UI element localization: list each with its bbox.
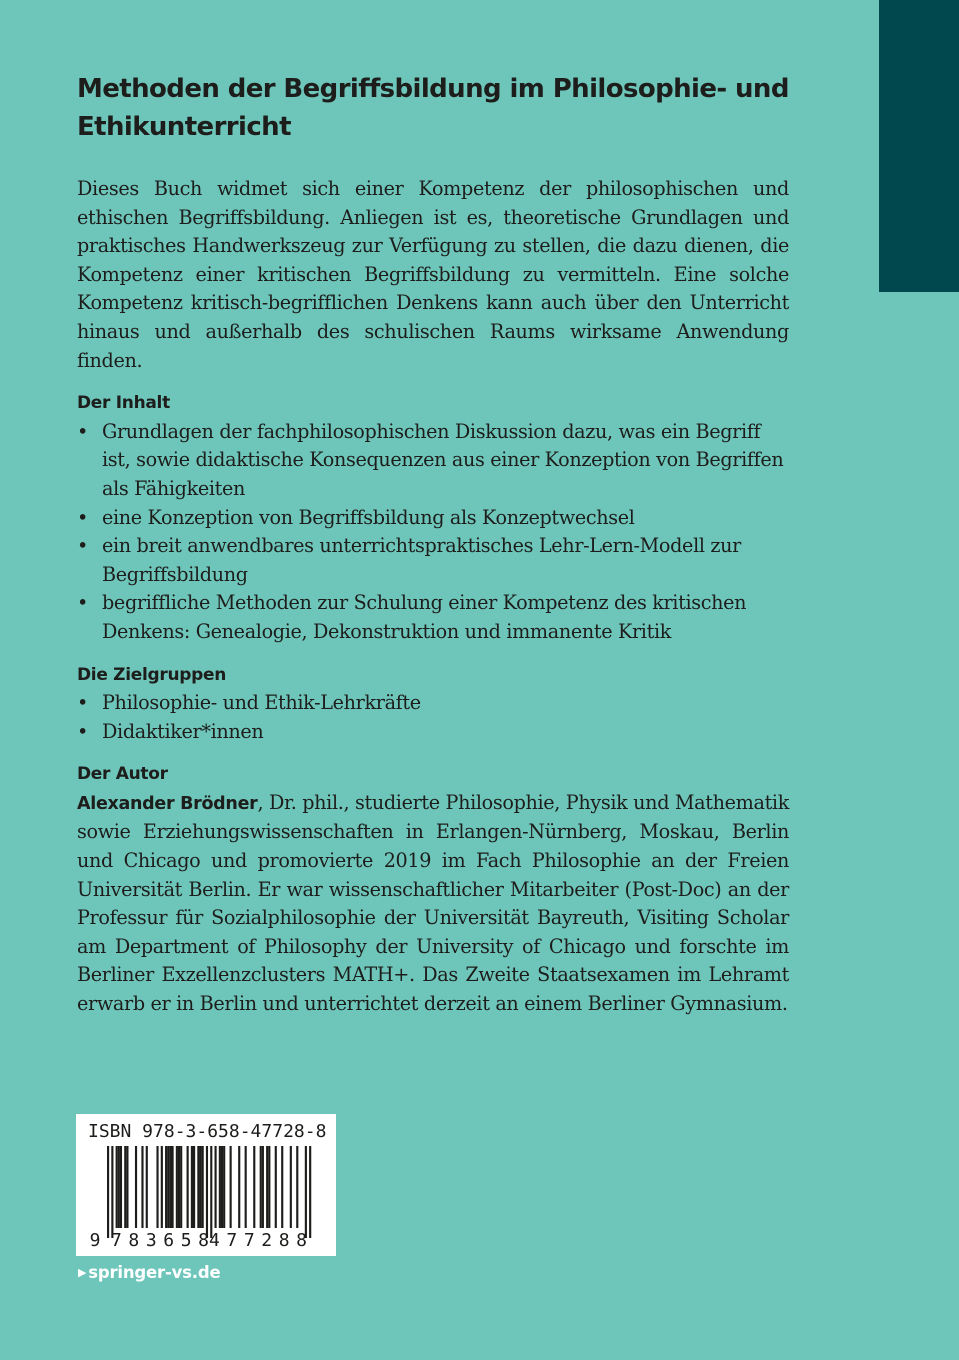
book-title: Methoden der Begriffsbildung im Philosophie- und Ethikunterricht: [77, 74, 789, 142]
barcode-bar: [230, 1146, 232, 1228]
barcode-bars: [107, 1146, 311, 1238]
barcode-bar: [187, 1146, 189, 1228]
barcode-bar: [178, 1146, 180, 1228]
content-list: [77, 418, 789, 647]
barcode-bar: [266, 1146, 268, 1228]
bullet-icon: •: [77, 419, 88, 443]
barcode-bar: [221, 1146, 223, 1228]
bullet-icon: •: [77, 691, 88, 715]
barcode-bar: [268, 1146, 270, 1228]
list-item: • ein breit anwendbares unterrichtspraktisches Lehr-Lern-Modell zur Begriffsbildung: [77, 534, 741, 586]
barcode-bar: [199, 1146, 201, 1228]
barcode-bar: [161, 1146, 163, 1228]
bullet-icon: •: [77, 505, 88, 529]
isbn-barcode: [76, 1114, 336, 1256]
barcode-bar: [146, 1146, 148, 1228]
list-item: • begriffliche Methoden zur Schulung einer Kompetenz des kritischen Denkens: Genealogie, Dekonstruktion und immanente Kritik: [77, 591, 747, 643]
barcode-bar: [296, 1146, 298, 1228]
barcode-bar: [215, 1146, 217, 1228]
back-cover-text: [77, 175, 789, 1019]
bullet-icon: •: [77, 719, 88, 743]
publisher-link[interactable]: [78, 1262, 220, 1284]
barcode-bar: [135, 1146, 137, 1228]
barcode-bar: [156, 1146, 158, 1228]
arrow-right-icon: ▶: [78, 1266, 87, 1279]
barcode-bar: [262, 1146, 264, 1228]
barcode-bar: [223, 1146, 225, 1228]
barcode-bar: [290, 1146, 292, 1228]
barcode-bar: [169, 1146, 171, 1228]
barcode-bar: [197, 1146, 199, 1228]
barcode-bar: [165, 1146, 167, 1228]
list-item: • Philosophie- und Ethik-Lehrkräfte: [77, 689, 789, 718]
barcode-guard-bar: [111, 1146, 113, 1238]
barcode-bar: [120, 1146, 122, 1228]
barcode-guard-bar: [107, 1146, 109, 1238]
barcode-left-digits: 783658: [111, 1230, 209, 1251]
barcode-bar: [202, 1146, 204, 1228]
barcode-bar: [172, 1146, 174, 1228]
barcode-bar: [191, 1146, 193, 1228]
list-item: • Grundlagen der fachphilosophischen Diskussion dazu, was ein Begriff ist, sowie didaktische Konsequenzen aus einer Konzeption von Begriffen als Fähigkeiten: [77, 419, 784, 500]
author-bio-text: , Dr. phil., studierte Philosophie, Physik und Mathematik sowie Erziehungswissenschaften in Erlangen-Nürnberg, Moskau, Berlin und Chicago und promovierte 2019 im Fach Philosophie an der Freien Universität Berlin. Er war wissenschaftlicher Mitarbeiter (Post-Doc) an der Professur für Sozialphilosophie der Universität Bayreuth, Visiting Scholar am Department of Philosophy der University of Chicago und forschte im Berliner Exzellenzclusters MATH+. Das Zweite Staatsexamen im Lehramt erwarb er in Berlin und unterrichtet derzeit an einem Berliner Gymnasium.: [77, 790, 789, 1016]
barcode-bar: [126, 1146, 128, 1228]
barcode-right-digits: 477288: [209, 1230, 307, 1251]
list-item: • Didaktiker*innen: [77, 718, 789, 747]
author-heading: Der Autor: [77, 764, 168, 785]
content-heading: Der Inhalt: [77, 393, 170, 414]
barcode-bar: [260, 1146, 262, 1228]
bullet-icon: •: [77, 591, 88, 615]
barcode-guard-bar: [305, 1146, 307, 1238]
barcode-bar: [281, 1146, 283, 1228]
barcode-guard-bar: [210, 1146, 212, 1238]
barcode-bar: [193, 1146, 195, 1228]
list-item: • eine Konzeption von Begriffsbildung als Konzeptwechsel: [77, 504, 789, 533]
barcode-bar: [180, 1146, 182, 1228]
barcode-bar: [167, 1146, 169, 1228]
barcode-first-digit: 9: [89, 1230, 101, 1251]
bullet-icon: •: [77, 534, 88, 558]
barcode-guard-bar: [206, 1146, 208, 1238]
barcode-bar: [176, 1146, 178, 1228]
audience-list: [77, 689, 789, 746]
barcode-bar: [238, 1146, 240, 1228]
author-name: Alexander Brödner: [77, 793, 258, 814]
intro-paragraph: Dieses Buch widmet sich einer Kompetenz der philosophischen und ethischen Begriffsbildung. Anliegen ist es, theoretische Grundlagen und praktisches Handwerkszeug zur Verfügung zu stellen, die dazu dienen, die Kompetenz einer kritischen Begriffsbildung zu vermitteln. Eine solche Kompetenz kritisch-begrifflichen Denkens kann auch über den Unterricht hinaus und außerhalb des schulischen Raums wirksame Anwendung finden.: [77, 177, 789, 372]
barcode-bar: [253, 1146, 255, 1228]
barcode-bar: [124, 1146, 126, 1228]
barcode-bar: [219, 1146, 221, 1228]
barcode-bar: [116, 1146, 118, 1228]
barcode-bar: [245, 1146, 247, 1228]
barcode-guard-bar: [309, 1146, 311, 1238]
barcode-bar: [118, 1146, 120, 1228]
spine-color-bar: [879, 0, 959, 292]
publisher-url: springer-vs.de: [88, 1263, 221, 1282]
author-bio: [77, 789, 789, 1019]
barcode-bar: [141, 1146, 143, 1228]
audience-heading: Die Zielgruppen: [77, 664, 227, 685]
isbn-label: ISBN 978-3-658-47728-8: [88, 1121, 327, 1142]
barcode-bar: [275, 1146, 277, 1228]
